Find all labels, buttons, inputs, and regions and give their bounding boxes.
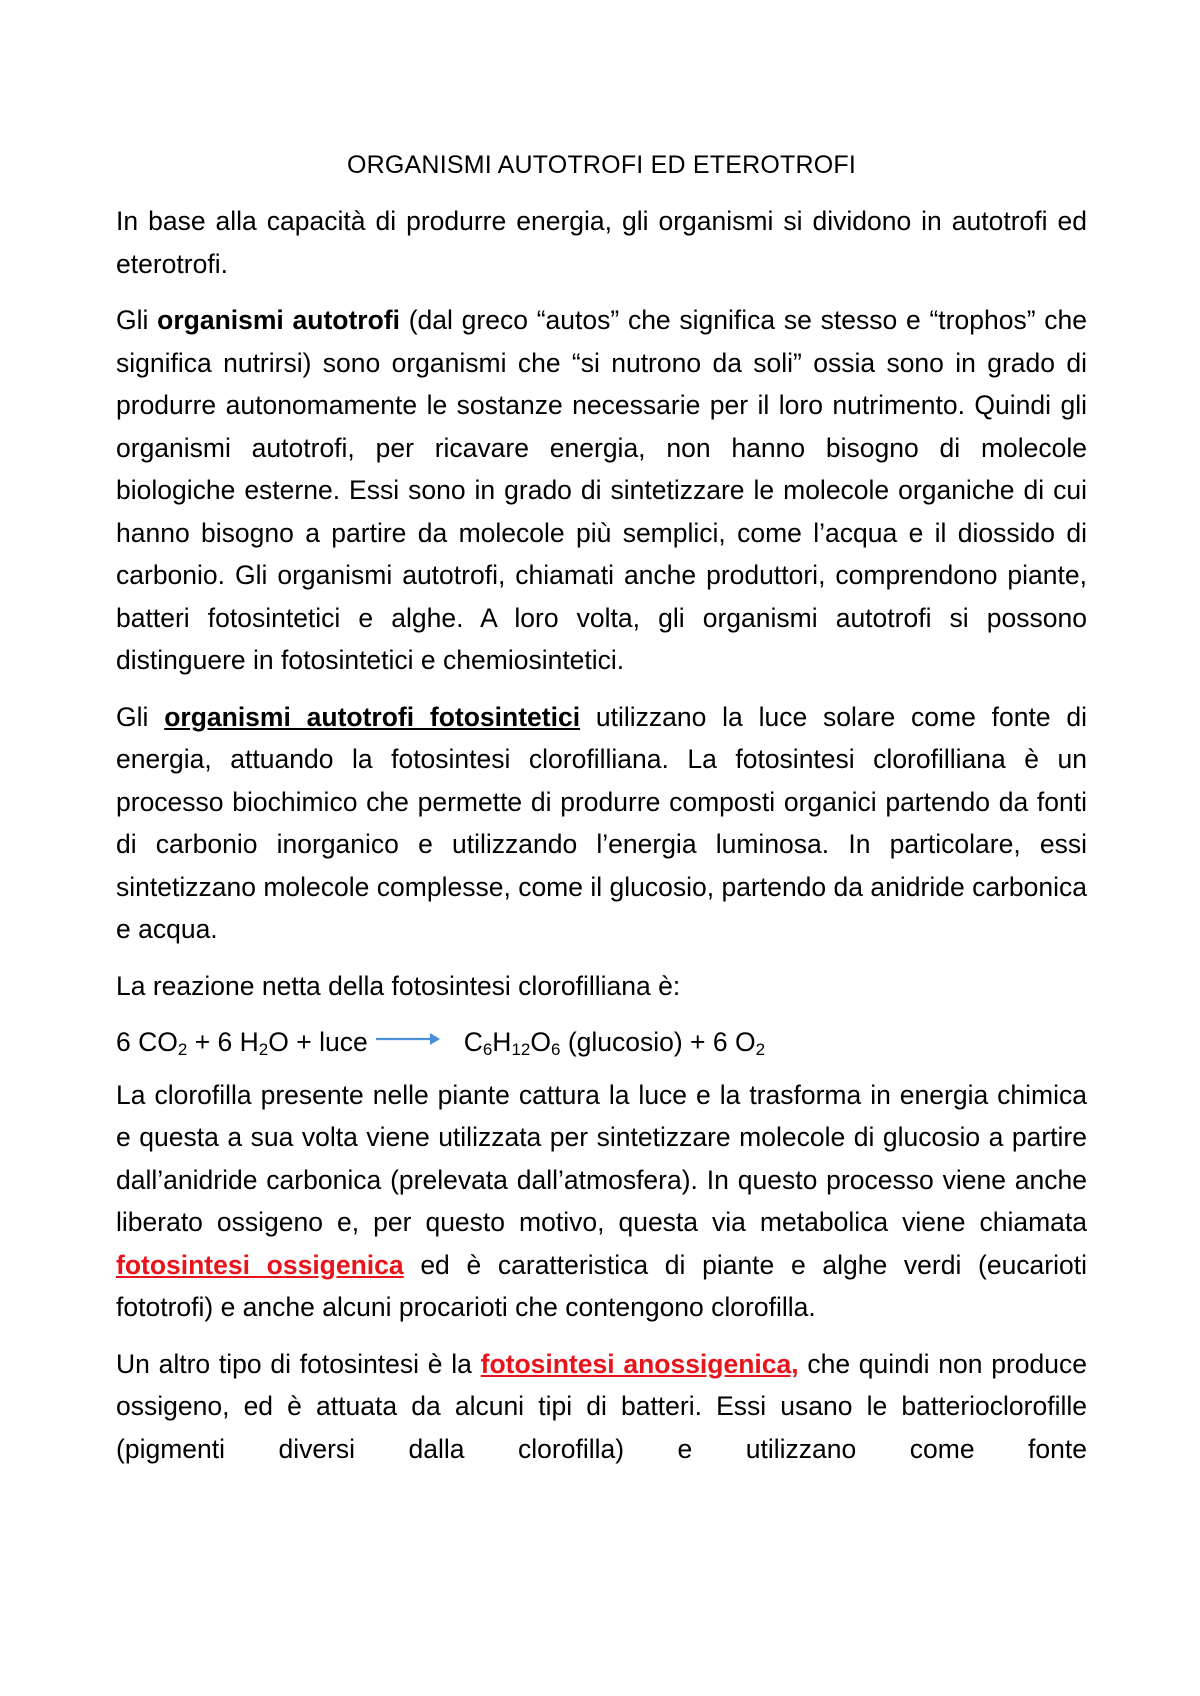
text-segment: che quindi non produce ossigeno, ed è attuata da alcuni tipi di batteri. Essi usano le batterioclorofille (pigmenti diversi dalla clorofilla) e utilizzano come fonte — [116, 1348, 1087, 1464]
subscript: 6 — [550, 1040, 561, 1059]
term-autotrofi-fotosintetici: organismi autotrofi fotosintetici — [164, 701, 581, 732]
product-glucose — [464, 1027, 765, 1057]
photosynthesis-equation — [116, 1021, 1087, 1064]
element-c: C — [463, 1027, 483, 1057]
term-fotosintesi-anossigenica: fotosintesi anossigenica, — [480, 1348, 799, 1379]
subscript: 2 — [258, 1040, 269, 1059]
paragraph-fotosintetici — [116, 696, 1087, 951]
text-segment: ed è caratteristica di piante e alghe verdi (eucarioti fototrofi) e anche alcuni procarioti che contengono clorofilla. — [116, 1249, 1087, 1322]
subscript: 12 — [511, 1040, 531, 1059]
subscript: 2 — [755, 1040, 766, 1059]
page-title: ORGANISMI AUTOTROFI ED ETEROTROFI — [347, 151, 856, 179]
subscript: 6 — [482, 1040, 493, 1059]
reactant-co2: 6 CO — [116, 1027, 178, 1057]
term-organismi-autotrofi: organismi autotrofi — [157, 305, 400, 335]
subscript: 2 — [177, 1040, 188, 1059]
reactant-h2o: + 6 H — [187, 1027, 259, 1057]
paragraph-clorofilla — [116, 1074, 1087, 1329]
text-segment: (dal greco “autos” che significa se stesso e “trophos” che significa nutrirsi) sono organismi che “si nutrono da soli” ossia sono in grado di produrre autonomamente le sostanze necessarie per il loro nutrimento. Quindi gli organismi autotrofi, per ricavare energia, non hanno bisogno di molecole biologiche esterne. Essi sono in grado di sintetizzare le molecole organiche di cui hanno bisogno a partire da molecole più semplici, come l’acqua e il diossido di carbonio. Gli organismi autotrofi, chiamati anche produttori, comprendono piante, batteri fotosintetici e alghe. A loro volta, gli organismi autotrofi si possono distinguere in fotosintetici e chemiosintetici. — [116, 305, 1088, 675]
paragraph-intro: In base alla capacità di produrre energia, gli organismi si dividono in autotrofi ed eterotrofi. — [116, 206, 1087, 279]
paragraph-anossigenica — [116, 1343, 1087, 1471]
element-h: H — [492, 1027, 512, 1057]
text-segment: Un altro tipo di fotosintesi è la — [116, 1348, 481, 1379]
text-segment: utilizzano la luce solare come fonte di energia, attuando la fotosintesi clorofilliana. La fotosintesi clorofilliana è un processo biochimico che permette di produrre composti organici partendo da fonti di carbonio inorganico e utilizzando l’energia luminosa. In particolare, essi sintetizzano molecole complesse, come il glucosio, partendo da anidride carbonica e acqua. — [116, 701, 1088, 944]
text-segment: Gli — [116, 701, 165, 732]
reactant-light: O + luce — [268, 1027, 368, 1057]
text-segment: La clorofilla presente nelle piante cattura la luce e la trasforma in energia chimica e questa a sua volta viene utilizzata per sintetizzare molecole di glucosio a partire dall’anidride carbonica (prelevata dall’atmosfera). In questo processo viene anche liberato ossigeno e, per questo motivo, questa via metabolica viene chiamata — [116, 1079, 1087, 1237]
element-o: O — [530, 1027, 551, 1057]
paragraph-autotrofi — [116, 299, 1087, 682]
reaction-arrow-icon — [374, 1027, 440, 1047]
product-label: (glucosio) + 6 O — [560, 1027, 756, 1057]
text-segment: Gli — [116, 305, 158, 335]
term-fotosintesi-ossigenica: fotosintesi ossigenica — [116, 1249, 404, 1280]
paragraph-reazione: La reazione netta della fotosintesi clorofilliana è: — [116, 970, 681, 1001]
document-page — [116, 148, 1087, 1484]
